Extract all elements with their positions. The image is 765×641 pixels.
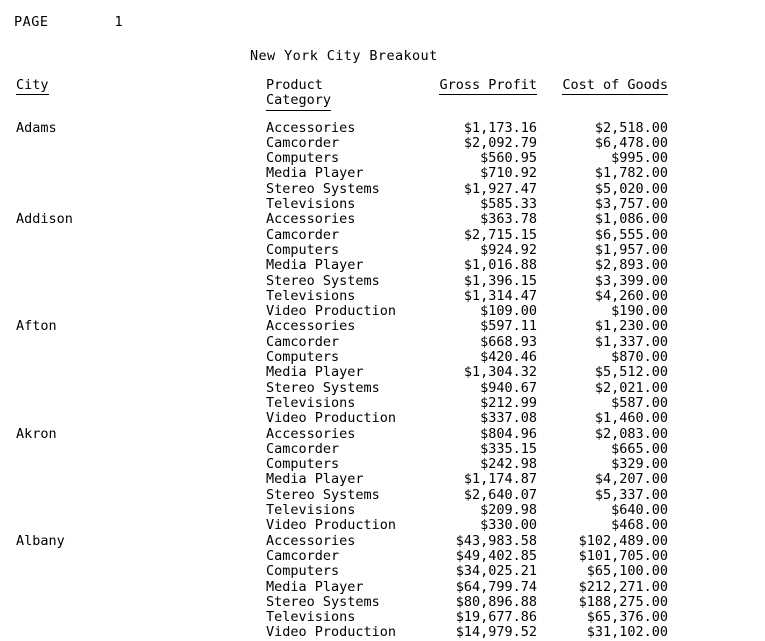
cell-cost-of-goods: $212,271.00 bbox=[578, 578, 668, 595]
table-row bbox=[14, 595, 682, 610]
cell-city bbox=[14, 625, 266, 640]
cell-cost-of-goods: $65,376.00 bbox=[586, 609, 668, 626]
cell-city bbox=[14, 442, 266, 457]
table-row bbox=[14, 472, 682, 487]
cell-gross-profit: $2,715.15 bbox=[463, 226, 537, 243]
cell-cost-of-goods: $1,957.00 bbox=[594, 241, 668, 258]
cell-product-category: Stereo Systems bbox=[266, 379, 380, 396]
table-row bbox=[14, 319, 682, 334]
cell-city bbox=[14, 151, 266, 166]
cell-gross-profit: $940.67 bbox=[480, 379, 537, 396]
cell-gross-profit: $1,396.15 bbox=[463, 272, 537, 289]
page-header bbox=[14, 14, 755, 30]
table-row bbox=[14, 411, 682, 426]
cell-product-category: Camcorder bbox=[266, 547, 340, 564]
cell-city bbox=[14, 228, 266, 243]
cell-cost-of-goods: $665.00 bbox=[611, 440, 668, 457]
cell-cost-of-goods: $190.00 bbox=[611, 303, 668, 320]
cell-city: Addison bbox=[16, 211, 73, 228]
cell-product-category: Media Player bbox=[266, 578, 364, 595]
cell-city: Adams bbox=[16, 119, 57, 136]
cell-product-category: Accessories bbox=[266, 318, 356, 335]
cell-city bbox=[14, 503, 266, 518]
cell-city bbox=[14, 580, 266, 595]
table-row bbox=[14, 564, 682, 579]
report-title: New York City Breakout bbox=[250, 48, 438, 64]
header-product-line2: Category bbox=[266, 93, 331, 110]
table-row bbox=[14, 625, 682, 640]
table-row bbox=[14, 488, 682, 503]
cell-gross-profit: $34,025.21 bbox=[455, 563, 537, 580]
cell-city bbox=[14, 381, 266, 396]
cell-product-category: Stereo Systems bbox=[266, 593, 380, 610]
header-cell-gross-profit bbox=[431, 78, 551, 111]
cell-city bbox=[14, 274, 266, 289]
cell-product-category: Camcorder bbox=[266, 226, 340, 243]
table-row bbox=[14, 442, 682, 457]
cell-gross-profit: $597.11 bbox=[480, 318, 537, 335]
cell-city bbox=[14, 595, 266, 610]
cell-product-category: Media Player bbox=[266, 257, 364, 274]
table-row bbox=[14, 335, 682, 350]
header-product-line1: Product bbox=[266, 77, 323, 93]
header-cell-city bbox=[14, 78, 266, 111]
cell-cost-of-goods: $4,260.00 bbox=[594, 287, 668, 304]
cell-city bbox=[14, 166, 266, 181]
cell-city bbox=[14, 549, 266, 564]
header-row bbox=[14, 78, 682, 111]
cell-product-category: Computers bbox=[266, 349, 340, 366]
cell-gross-profit: $1,174.87 bbox=[463, 471, 537, 488]
table-row bbox=[14, 182, 682, 197]
header-cost-of-goods-label: Cost of Goods bbox=[562, 78, 668, 95]
cell-cost-of-goods: $2,893.00 bbox=[594, 257, 668, 274]
cell-product-category: Accessories bbox=[266, 532, 356, 549]
cell-gross-profit: $209.98 bbox=[480, 502, 537, 519]
cell-city bbox=[14, 136, 266, 151]
cell-city bbox=[14, 518, 266, 533]
cell-city bbox=[14, 258, 266, 273]
header-city-label: City bbox=[16, 78, 49, 95]
table-row bbox=[14, 396, 682, 411]
table-row bbox=[14, 289, 682, 304]
cell-gross-profit: $19,677.86 bbox=[455, 609, 537, 626]
cell-gross-profit: $49,402.85 bbox=[455, 547, 537, 564]
cell-gross-profit: $1,304.32 bbox=[463, 364, 537, 381]
cell-gross-profit: $64,799.74 bbox=[455, 578, 537, 595]
cell-product-category: Computers bbox=[266, 241, 340, 258]
header-cell-product-category bbox=[266, 78, 431, 111]
cell-product-category: Accessories bbox=[266, 119, 356, 136]
cell-product-category: Computers bbox=[266, 456, 340, 473]
table-row bbox=[14, 610, 682, 625]
cell-product-category: Computers bbox=[266, 563, 340, 580]
cell-city bbox=[14, 289, 266, 304]
cell-cost-of-goods: $1,230.00 bbox=[594, 318, 668, 335]
cell-gross-profit: $80,896.88 bbox=[455, 593, 537, 610]
cell-product-category: Video Production bbox=[266, 410, 397, 427]
cell-cost-of-goods: $468.00 bbox=[611, 517, 668, 534]
cell-gross-profit: $924.92 bbox=[480, 241, 537, 258]
report-table bbox=[14, 78, 682, 641]
table-row bbox=[14, 518, 682, 533]
cell-city bbox=[14, 396, 266, 411]
cell-cost-of-goods: $102,489.00 bbox=[578, 532, 668, 549]
table-row bbox=[14, 457, 682, 472]
cell-cost-of-goods: $640.00 bbox=[611, 502, 668, 519]
cell-gross-profit: $560.95 bbox=[480, 150, 537, 167]
cell-gross-profit: $1,314.47 bbox=[463, 287, 537, 304]
table-row bbox=[14, 534, 682, 549]
table-body bbox=[14, 121, 682, 641]
cell-city bbox=[14, 197, 266, 212]
cell-cost-of-goods: $329.00 bbox=[611, 456, 668, 473]
cell-product-category: Camcorder bbox=[266, 440, 340, 457]
cell-gross-profit: $1,927.47 bbox=[463, 180, 537, 197]
cell-gross-profit: $14,979.52 bbox=[455, 624, 537, 641]
cell-product-category: Media Player bbox=[266, 165, 364, 182]
cell-city bbox=[14, 182, 266, 197]
cell-product-category: Accessories bbox=[266, 425, 356, 442]
cell-cost-of-goods: $5,337.00 bbox=[594, 486, 668, 503]
cell-cost-of-goods: $5,512.00 bbox=[594, 364, 668, 381]
cell-cost-of-goods: $2,083.00 bbox=[594, 425, 668, 442]
cell-gross-profit: $363.78 bbox=[480, 211, 537, 228]
table-row bbox=[14, 212, 682, 227]
cell-city: Akron bbox=[16, 425, 57, 442]
table-row bbox=[14, 166, 682, 181]
cell-cost-of-goods: $3,757.00 bbox=[594, 196, 668, 213]
cell-cost-of-goods: $101,705.00 bbox=[578, 547, 668, 564]
cell-product-category: Stereo Systems bbox=[266, 486, 380, 503]
cell-city bbox=[14, 350, 266, 365]
cell-product-category: Video Production bbox=[266, 624, 397, 641]
cell-product-category: Televisions bbox=[266, 196, 356, 213]
table-row bbox=[14, 365, 682, 380]
table-row bbox=[14, 151, 682, 166]
cell-cost-of-goods: $5,020.00 bbox=[594, 180, 668, 197]
cell-product-category: Televisions bbox=[266, 502, 356, 519]
cell-product-category: Media Player bbox=[266, 471, 364, 488]
cell-product-category: Televisions bbox=[266, 609, 356, 626]
table-row bbox=[14, 243, 682, 258]
cell-cost-of-goods: $3,399.00 bbox=[594, 272, 668, 289]
table-row bbox=[14, 136, 682, 151]
table-row bbox=[14, 304, 682, 319]
table-row bbox=[14, 228, 682, 243]
cell-product-category: Accessories bbox=[266, 211, 356, 228]
cell-gross-profit: $804.96 bbox=[480, 425, 537, 442]
cell-city: Albany bbox=[16, 532, 65, 549]
cell-city bbox=[14, 610, 266, 625]
table-row bbox=[14, 121, 682, 136]
cell-gross-profit: $330.00 bbox=[480, 517, 537, 534]
cell-city bbox=[14, 472, 266, 487]
page-number: 1 bbox=[114, 14, 123, 30]
cell-cost-of-goods: $1,782.00 bbox=[594, 165, 668, 182]
cell-city bbox=[14, 411, 266, 426]
table-row bbox=[14, 350, 682, 365]
cell-cost-of-goods: $6,555.00 bbox=[594, 226, 668, 243]
cell-cost-of-goods: $2,021.00 bbox=[594, 379, 668, 396]
cell-gross-profit: $1,016.88 bbox=[463, 257, 537, 274]
cell-gross-profit: $335.15 bbox=[480, 440, 537, 457]
cell-gross-profit: $2,640.07 bbox=[463, 486, 537, 503]
cell-city: Afton bbox=[16, 318, 57, 335]
cell-gross-profit: $710.92 bbox=[480, 165, 537, 182]
cell-city bbox=[14, 335, 266, 350]
cell-gross-profit: $337.08 bbox=[480, 410, 537, 427]
cell-cost-of-goods: $6,478.00 bbox=[594, 134, 668, 151]
cell-product-category: Stereo Systems bbox=[266, 180, 380, 197]
cell-product-category: Televisions bbox=[266, 394, 356, 411]
cell-cost-of-goods: $587.00 bbox=[611, 394, 668, 411]
cell-product-category: Stereo Systems bbox=[266, 272, 380, 289]
cell-product-category: Computers bbox=[266, 150, 340, 167]
cell-gross-profit: $420.46 bbox=[480, 349, 537, 366]
cell-gross-profit: $242.98 bbox=[480, 456, 537, 473]
cell-cost-of-goods: $1,086.00 bbox=[594, 211, 668, 228]
cell-product-category: Media Player bbox=[266, 364, 364, 381]
table-row bbox=[14, 549, 682, 564]
cell-gross-profit: $2,092.79 bbox=[463, 134, 537, 151]
cell-product-category: Camcorder bbox=[266, 134, 340, 151]
cell-cost-of-goods: $188,275.00 bbox=[578, 593, 668, 610]
table-row bbox=[14, 427, 682, 442]
cell-gross-profit: $109.00 bbox=[480, 303, 537, 320]
cell-gross-profit: $668.93 bbox=[480, 333, 537, 350]
cell-gross-profit: $212.99 bbox=[480, 394, 537, 411]
cell-product-category: Video Production bbox=[266, 517, 397, 534]
table-row bbox=[14, 258, 682, 273]
table-row bbox=[14, 503, 682, 518]
cell-cost-of-goods: $31,102.00 bbox=[586, 624, 668, 641]
cell-gross-profit: $1,173.16 bbox=[463, 119, 537, 136]
cell-product-category: Camcorder bbox=[266, 333, 340, 350]
cell-cost-of-goods: $870.00 bbox=[611, 349, 668, 366]
cell-product-category: Televisions bbox=[266, 287, 356, 304]
cell-city bbox=[14, 488, 266, 503]
cell-cost-of-goods: $4,207.00 bbox=[594, 471, 668, 488]
table-row bbox=[14, 580, 682, 595]
header-gross-profit-label: Gross Profit bbox=[439, 78, 537, 95]
header-cell-cost-of-goods bbox=[551, 78, 682, 111]
page-label: PAGE bbox=[14, 14, 49, 30]
cell-cost-of-goods: $995.00 bbox=[611, 150, 668, 167]
cell-cost-of-goods: $1,460.00 bbox=[594, 410, 668, 427]
cell-city bbox=[14, 243, 266, 258]
cell-product-category: Video Production bbox=[266, 303, 397, 320]
cell-cost-of-goods: $1,337.00 bbox=[594, 333, 668, 350]
table-row bbox=[14, 197, 682, 212]
table-header bbox=[14, 78, 682, 121]
cell-cost-of-goods: $2,518.00 bbox=[594, 119, 668, 136]
table-row bbox=[14, 274, 682, 289]
table-row bbox=[14, 381, 682, 396]
cell-city bbox=[14, 564, 266, 579]
cell-city bbox=[14, 365, 266, 380]
cell-gross-profit: $585.33 bbox=[480, 196, 537, 213]
cell-city bbox=[14, 304, 266, 319]
cell-city bbox=[14, 457, 266, 472]
cell-gross-profit: $43,983.58 bbox=[455, 532, 537, 549]
cell-cost-of-goods: $65,100.00 bbox=[586, 563, 668, 580]
